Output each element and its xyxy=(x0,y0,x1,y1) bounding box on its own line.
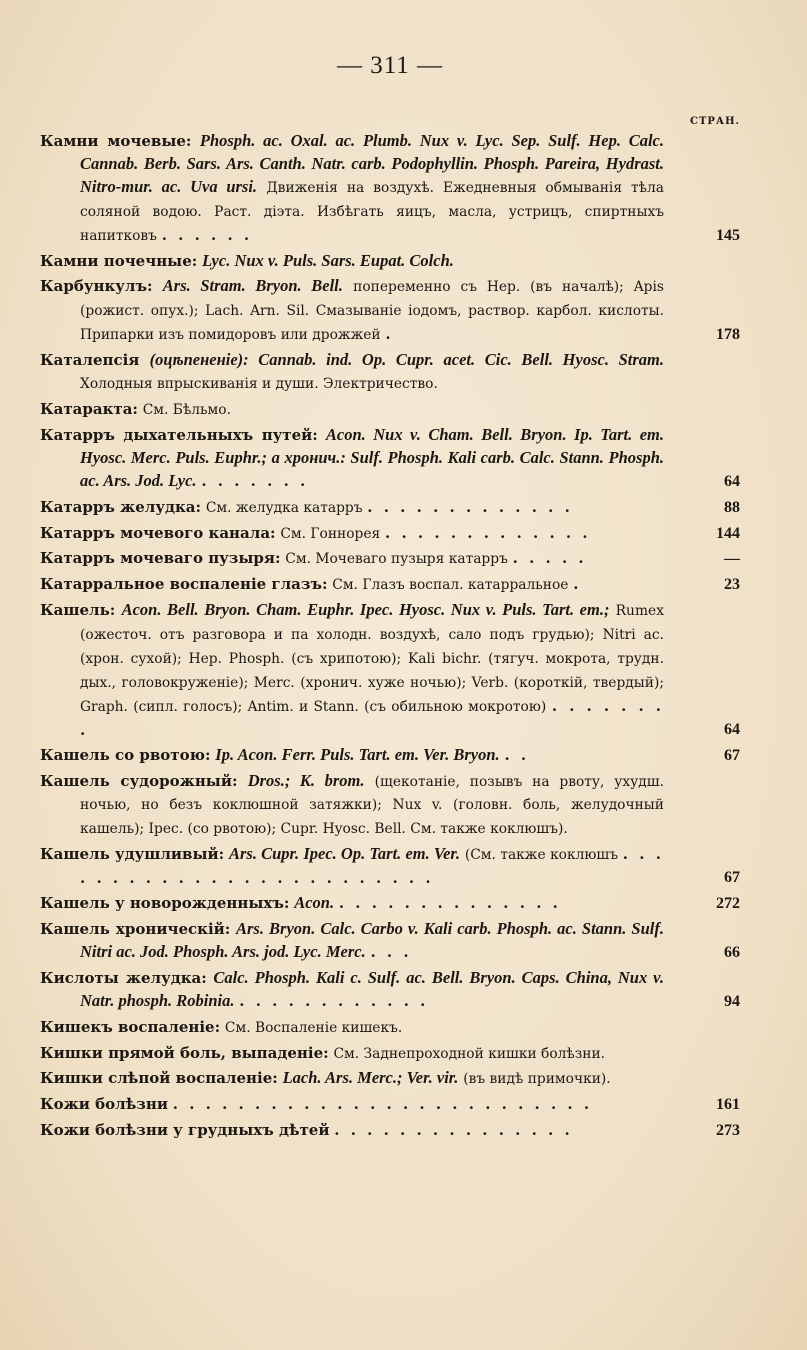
entry-text: См. Гоннорея xyxy=(280,525,381,542)
entry-term: Кишекъ воспаленіе: xyxy=(40,1017,221,1036)
page-number: — 311 — xyxy=(336,52,444,79)
entry-term: Кишки прямой боль, выпаденіе: xyxy=(40,1043,329,1062)
leader-dots: . . . xyxy=(370,942,412,961)
index-entry xyxy=(40,398,740,422)
leader-dots: . . . . . . . . . . . . . xyxy=(385,523,591,542)
entry-term: Катарральное воспаленіе глазъ: xyxy=(40,575,328,594)
entry-term: Карбункулъ: xyxy=(40,277,153,296)
index-entries xyxy=(40,130,740,1145)
entry-remedies: Ip. Acon. Ferr. Puls. Tart. em. Ver. Bryon. xyxy=(215,744,500,764)
entry-text: См. Заднепроходной кишки болѣзни. xyxy=(333,1045,606,1062)
entry-body xyxy=(40,398,664,422)
leader-dots: . . xyxy=(504,745,530,764)
leader-dots: . . . . . . xyxy=(161,225,253,244)
entry-page-ref: 178 xyxy=(716,326,740,344)
entry-term: Катарръ желудка: xyxy=(40,497,202,516)
entry-text: попеременно съ Hep. (въ началѣ); Apis (рожист. опух.); Lach. Arn. Sil. Смазываніе іодомъ, раствор. карбол. кислоты. Припарки изъ помидоровъ или дрожжей xyxy=(80,279,664,344)
entry-remedies: Acon. Bell. Bryon. Cham. Euphr. Ipec. Hyosc. Nux v. Puls. Tart. em.; xyxy=(121,600,610,620)
page-column-header: СТРАН. xyxy=(690,116,740,127)
entry-text: См. желудка катарръ xyxy=(205,499,363,516)
entry-text: Холодныя впрыскиванія и души. Электричество. xyxy=(80,376,438,393)
index-entry xyxy=(40,1093,740,1117)
entry-remedies: Lyc. Nux v. Puls. Sars. Eupat. Colch. xyxy=(202,250,454,270)
entry-body xyxy=(40,1016,664,1040)
entry-remedies: Phosph. ac. Oxal. ac. Plumb. Nux v. Lyc. Sep. Sulf. Hep. Calc. Cannab. Berb. Sars. Ars. Canth. Natr. carb. Podophyllin. Phosph. Pareira, Hydrast. Nitro-mur. ac. Uva ursi. xyxy=(80,131,665,196)
leader-dots: . . . . . . . xyxy=(201,471,309,490)
index-entry xyxy=(40,892,740,916)
entry-page-ref: 94 xyxy=(724,992,740,1010)
leader-dots: . . . . . . . . . . . . xyxy=(239,991,429,1010)
entry-page-ref: 23 xyxy=(724,576,740,594)
index-entry xyxy=(40,770,740,842)
index-entry xyxy=(40,744,740,768)
entry-text: (См. также коклюшъ xyxy=(464,847,618,864)
entry-remedies: Calc. Phosph. Kali c. Sulf. ac. Bell. Bryon. Caps. China, Nux v. Natr. phosph. Robinia. xyxy=(80,967,664,1010)
index-entry xyxy=(40,275,740,347)
leader-dots: . . . . . . . . xyxy=(80,696,664,739)
index-entry xyxy=(40,1016,740,1040)
entry-term: Кашель у новорожденныхъ: xyxy=(40,894,290,913)
index-entry xyxy=(40,130,740,248)
entry-term: Камни мочевые: xyxy=(40,132,192,150)
entry-body xyxy=(40,770,664,842)
entry-remedies: Ars. Bryon. Calc. Carbo v. Kali carb. Phosph. ac. Stann. Sulf. Nitri ac. Jod. Phosph. Ars. jod. Lyc. Merc. xyxy=(80,919,664,961)
entry-page-ref: 272 xyxy=(716,895,740,913)
entry-page-ref: 66 xyxy=(724,943,740,961)
entry-page-ref: 67 xyxy=(724,869,740,887)
entry-body xyxy=(40,843,664,890)
leader-dots: . . . . . xyxy=(512,549,587,568)
entry-page-ref: 161 xyxy=(716,1096,740,1114)
entry-term: Катарръ мочевого канала: xyxy=(40,523,276,542)
entry-body xyxy=(40,967,664,1014)
leader-dots: . xyxy=(573,575,582,594)
entry-page-ref: — xyxy=(724,550,740,568)
entry-body xyxy=(40,130,664,248)
entry-remedies: Lach. Ars. Merc.; Ver. vir. xyxy=(282,1068,459,1088)
entry-term: Камни почечные: xyxy=(40,251,198,270)
entry-term: Кашель судорожный: xyxy=(40,771,238,790)
entry-body xyxy=(40,599,664,741)
entry-remedies: (оцѣпененіе): Cannab. ind. Op. Cupr. acet. Cic. Bell. Hyosc. Stram. xyxy=(149,350,664,370)
index-entry xyxy=(40,349,740,396)
entry-text: См. Бѣльмо. xyxy=(142,401,231,418)
entry-term: Каталепсія xyxy=(40,351,140,370)
entry-text: См. Глазъ воспал. катарральное xyxy=(332,577,569,594)
entry-body xyxy=(40,1093,664,1117)
entry-remedies: Dros.; K. brom. xyxy=(247,770,365,790)
entry-term: Кожи болѣзни у грудныхъ дѣтей xyxy=(40,1121,330,1140)
entry-body xyxy=(40,1042,664,1066)
entry-body xyxy=(40,744,664,768)
entry-term: Кожи болѣзни xyxy=(40,1095,168,1114)
index-entry xyxy=(40,250,740,274)
entry-term: Катарръ мочеваго пузыря: xyxy=(40,549,281,568)
entry-body xyxy=(40,250,664,274)
entry-term: Кашель удушливый: xyxy=(40,845,225,864)
entry-term: Кислоты желудка: xyxy=(40,968,207,987)
index-entry xyxy=(40,496,740,520)
leader-dots: . . . . . . . . . . . . . . . . . . . . . . . . . . xyxy=(172,1095,593,1114)
leader-dots: . . . . . . . . . . . . . . . . . . . . . . . . . xyxy=(80,845,664,888)
index-entry xyxy=(40,1067,740,1091)
entry-term: Катарръ дыхательныхъ путей: xyxy=(40,425,318,444)
leader-dots: . . . . . . . . . . . . . xyxy=(367,497,573,516)
entry-term: Катаракта: xyxy=(40,399,138,418)
entry-term: Кишки слѣпой воспаленіе: xyxy=(40,1069,278,1088)
entry-body xyxy=(40,918,664,965)
index-entry xyxy=(40,1119,740,1143)
index-entry xyxy=(40,1042,740,1066)
entry-remedies: Acon. Nux v. Cham. Bell. Bryon. Ip. Tart. em. Hyosc. Merc. Puls. Euphr.; а хронич.: Sulf. Phosph. Kali carb. Calc. Stann. Phosph. ac. Ars. Jod. Lyc. xyxy=(80,424,664,490)
entry-text: См. Мочеваго пузыря катарръ xyxy=(285,551,508,568)
entry-text: Rumex (ожесточ. отъ разговора и па холодн. воздухѣ, сало подъ грудью); Nitri ac. (хрон. сухой); Hep. Phosph. (съ хрипотою); Kali bichr. (тягуч. мокрота, трудн. дых., головокруженіе); Merc. (хронич. хуже ночью); Verb. (короткій, твердый); Graph. (сипл. голосъ); Antim. и Stann. (съ обильною мокротою) xyxy=(80,603,664,715)
entry-page-ref: 145 xyxy=(716,226,740,244)
entry-body xyxy=(40,275,664,347)
entry-page-ref: 88 xyxy=(724,498,740,516)
index-entry xyxy=(40,599,740,741)
entry-body xyxy=(40,496,664,520)
leader-dots: . . . . . . . . . . . . . . . xyxy=(334,1121,573,1140)
leader-dots: . . . . . . . . . . . . . . xyxy=(338,894,561,913)
entry-text: (въ видѣ примочки). xyxy=(463,1071,611,1088)
entry-body xyxy=(40,573,664,597)
entry-page-ref: 64 xyxy=(724,720,740,738)
entry-term: Кашель: xyxy=(40,601,116,620)
entry-body xyxy=(40,522,664,546)
entry-body xyxy=(40,349,664,396)
entry-body xyxy=(40,892,664,916)
index-entry xyxy=(40,573,740,597)
leader-dots: . xyxy=(385,325,394,344)
entry-remedies: Ars. Cupr. Ipec. Op. Tart. em. Ver. xyxy=(228,844,461,864)
entry-term: Кашель хроническій: xyxy=(40,920,231,938)
entry-page-ref: 273 xyxy=(716,1122,740,1140)
entry-text: См. Воспаленіе кишекъ. xyxy=(224,1019,403,1036)
entry-term: Кашель со рвотою: xyxy=(40,745,211,764)
entry-body xyxy=(40,1119,664,1143)
entry-body xyxy=(40,547,664,571)
index-entry xyxy=(40,918,740,965)
entry-page-ref: 67 xyxy=(724,746,740,764)
entry-page-ref: 64 xyxy=(724,472,740,490)
index-entry xyxy=(40,522,740,546)
index-entry xyxy=(40,547,740,571)
entry-body xyxy=(40,1067,664,1091)
entry-body xyxy=(40,424,664,494)
index-entry xyxy=(40,843,740,890)
entry-page-ref: 144 xyxy=(716,524,740,542)
entry-remedies: Acon. xyxy=(294,893,335,913)
entry-remedies: Ars. Stram. Bryon. Bell. xyxy=(162,276,343,296)
entry-text: (щекотаніе, позывъ на рвоту, ухудш. ночью, но безъ коклюшной затяжки); Nux v. (головн. боль, желудочный кашель); Ipec. (со рвотою); Cupr. Hyosc. Bell. См. также коклюшъ). xyxy=(80,773,664,838)
entry-text: Движенія на воздухѣ. Ежедневныя обмыванія тѣла соляной водою. Раст. діэта. Избѣгать яицъ, масла, устрицъ, спиртныхъ напитковъ xyxy=(80,179,664,244)
index-entry xyxy=(40,967,740,1014)
index-entry xyxy=(40,424,740,494)
